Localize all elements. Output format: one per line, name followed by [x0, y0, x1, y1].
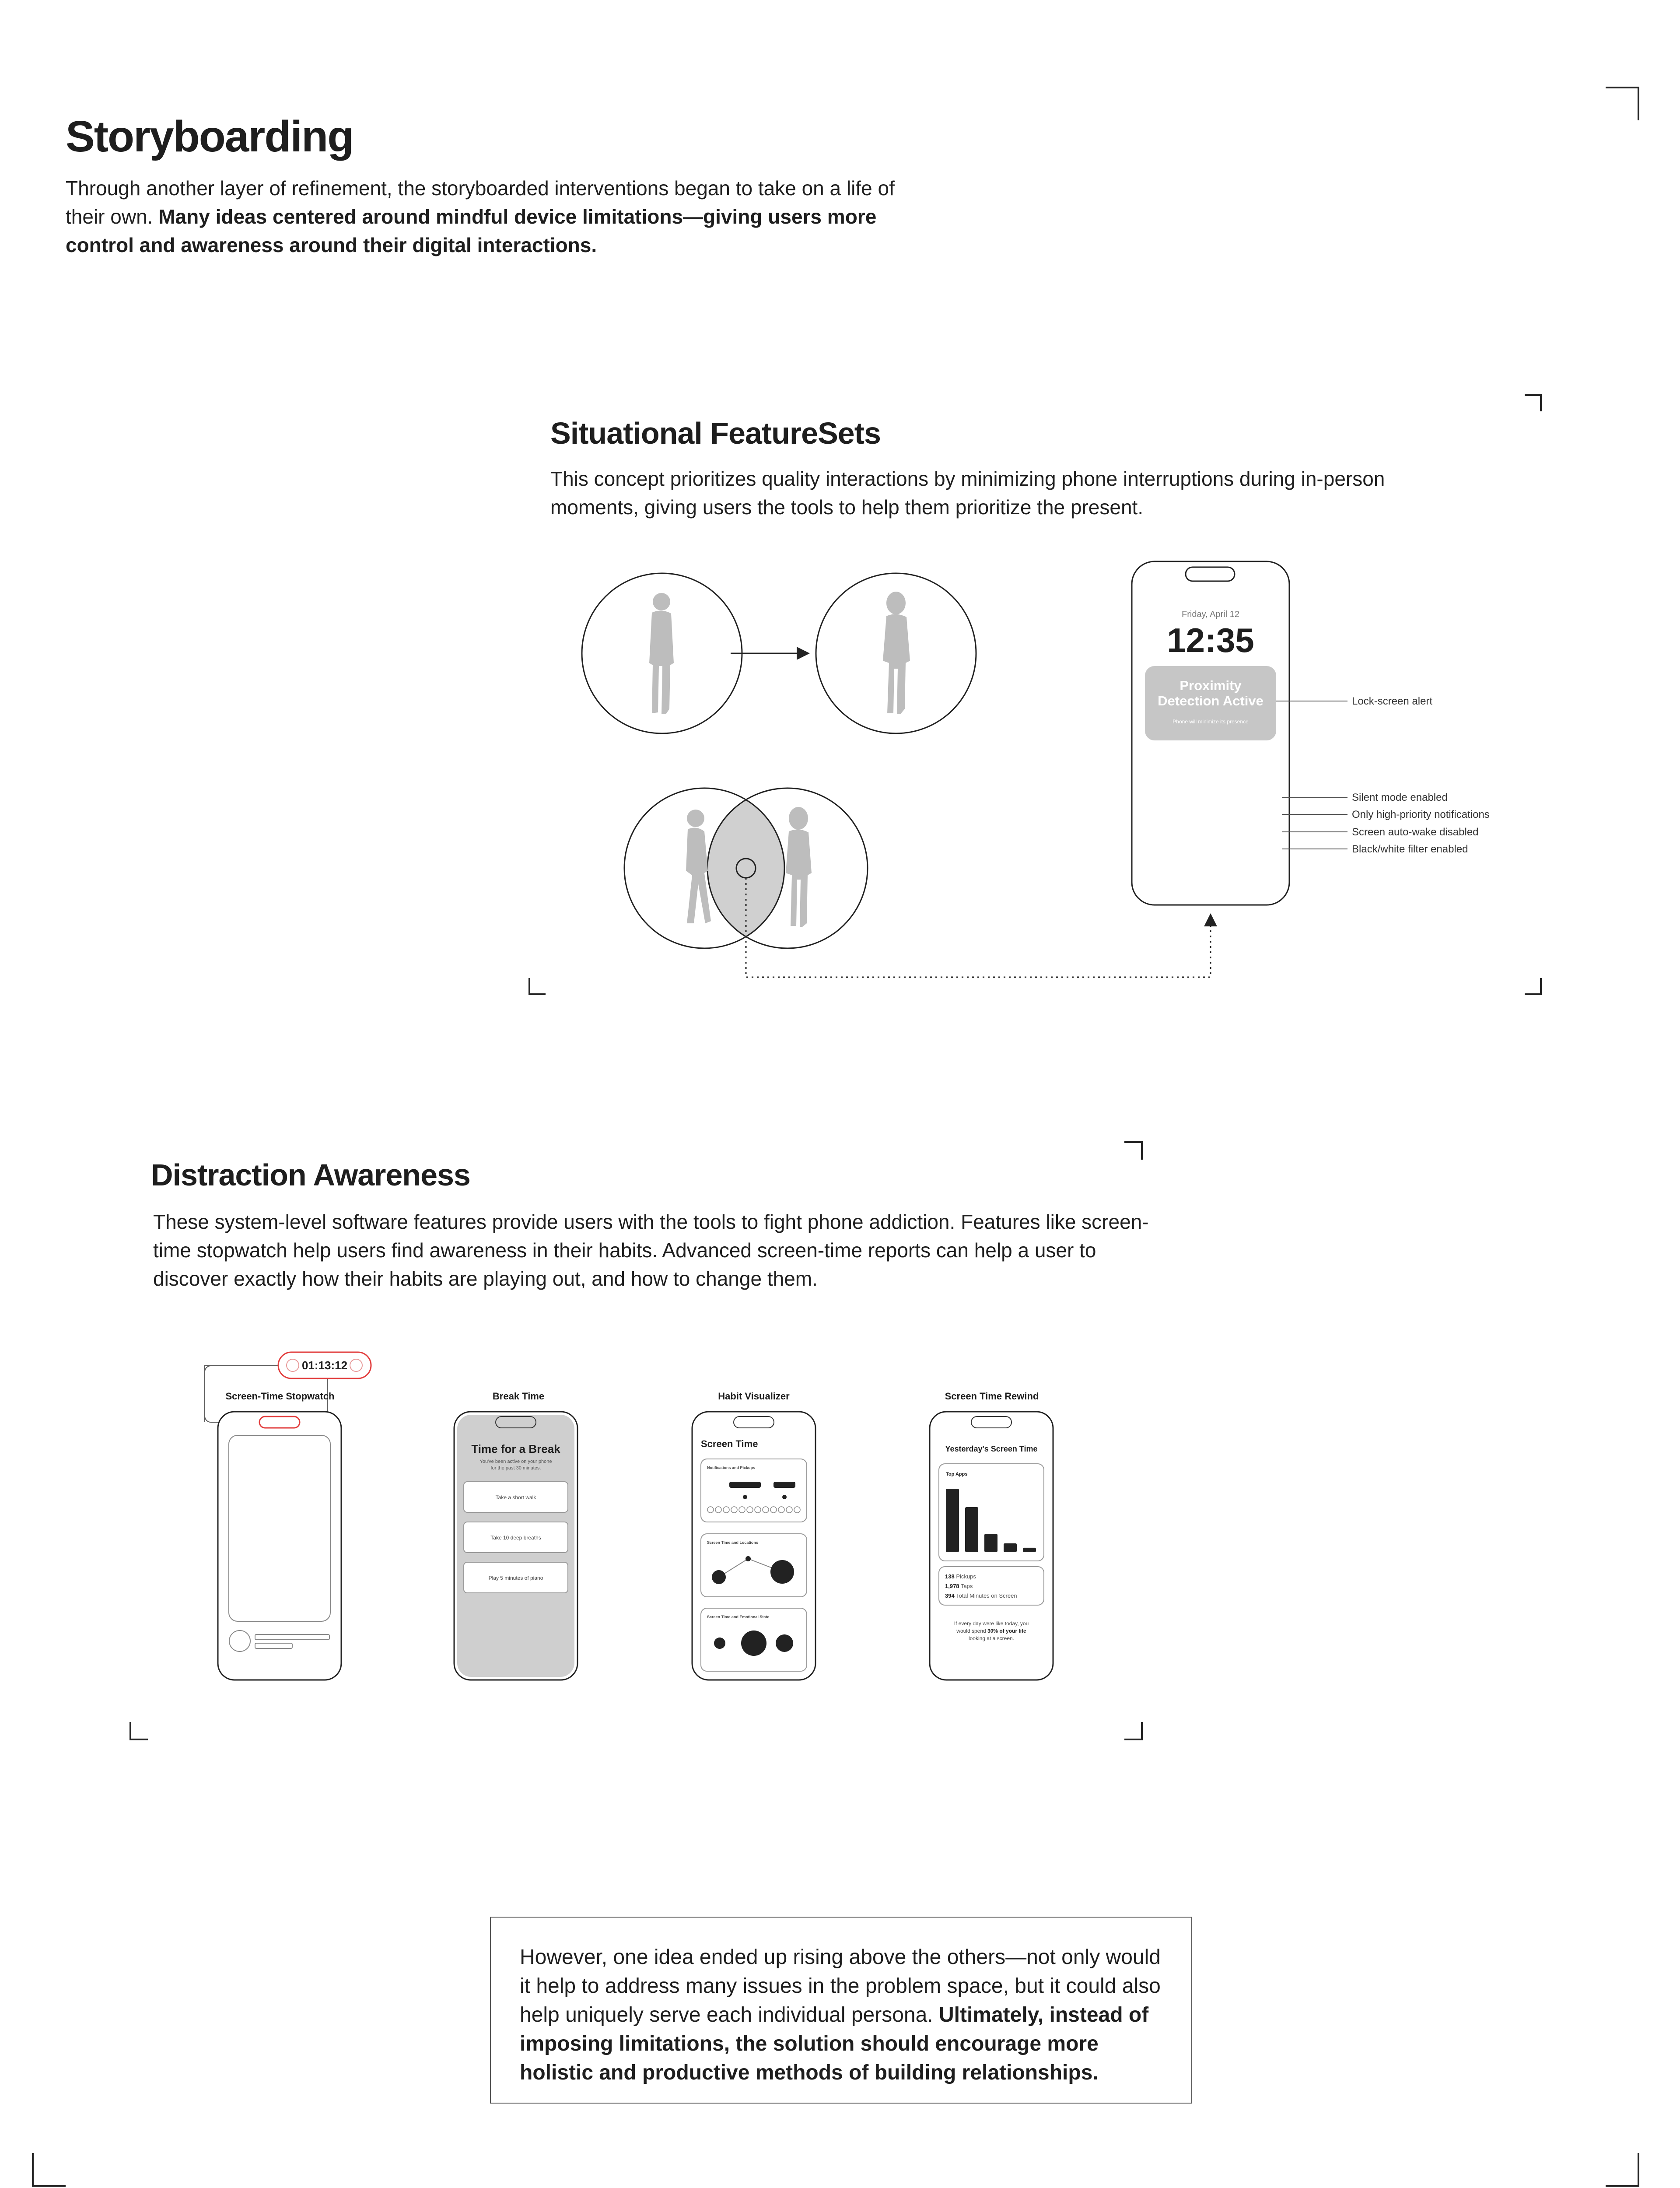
callout-silent-mode: Silent mode enabled — [1352, 792, 1448, 803]
corner-mark-situational-tr — [1525, 395, 1541, 411]
break-option-3-label: Play 5 minutes of piano — [488, 1575, 543, 1581]
intro-bold-text: Many ideas centered around mindful device limitations—giving users more control and awareness around their digital interactions. — [66, 205, 877, 256]
stat-minutes: 394 Total Minutes on Screen — [945, 1592, 1017, 1599]
situational-illustration — [569, 551, 1575, 985]
top-apps-title: Top Apps — [946, 1472, 968, 1477]
conclusion-bold-text: Ultimately, instead of imposing limitations, the solution should encourage more holistic and productive methods of building relationships. — [520, 2003, 1149, 2084]
distraction-title: Distraction Awareness — [151, 1158, 470, 1192]
habit-heading: Screen Time — [701, 1438, 758, 1449]
corner-mark-bottom-left — [33, 2153, 66, 2186]
callout-high-priority: Only high-priority notifications — [1352, 809, 1490, 820]
corner-mark-distraction-br — [1124, 1722, 1142, 1739]
person-figure-1 — [649, 593, 674, 714]
top-app-bar — [1023, 1548, 1036, 1552]
corner-mark-distraction-bl — [130, 1722, 148, 1739]
distraction-description: These system-level software features provide users with the tools to fight phone addiction. Features like screen-time stopwatch help users find awareness in their habits. Advanced screen-time reports can help a user to discover exactly how their habits are playing out, and how to change them. — [153, 1210, 1149, 1290]
stopwatch-label: Screen-Time Stopwatch — [225, 1391, 335, 1402]
break-time-label: Break Time — [492, 1391, 545, 1402]
situational-title: Situational FeatureSets — [550, 416, 881, 450]
stat-taps: 1,978 Taps — [945, 1583, 973, 1589]
corner-mark-bottom-right — [1606, 2153, 1638, 2186]
callout-auto-wake: Screen auto-wake disabled — [1352, 826, 1479, 838]
habit-card-2-title: Screen Time and Locations — [707, 1540, 758, 1545]
alert-subtext: Phone will minimize its presence — [1172, 719, 1249, 725]
conclusion-plain-text: However, one idea ended up rising above the others—not only would it help to address many issues in the problem space, but it could also help uniquely serve each individual persona. — [520, 1946, 1161, 2027]
person-figure-3 — [686, 810, 711, 923]
habit-card-3-title: Screen Time and Emotional State — [707, 1615, 770, 1619]
corner-mark-situational-bl — [529, 978, 546, 994]
rewind-label: Screen Time Rewind — [945, 1391, 1039, 1402]
lock-screen-phone — [1132, 561, 1289, 905]
rewind-note-1: If every day were like today, you — [954, 1620, 1029, 1627]
situational-description: This concept prioritizes quality interactions by minimizing phone interruptions during in-person moments, giving users the tools to help them prioritize the present. — [550, 467, 1385, 519]
alert-title-1: Proximity — [1180, 678, 1242, 693]
corner-mark-top-right — [1606, 88, 1638, 120]
top-app-bar — [946, 1489, 959, 1552]
intro-paragraph — [66, 174, 897, 259]
conclusion-box — [490, 1917, 1192, 2104]
stopwatch-time: 01:13:12 — [301, 1359, 348, 1372]
lock-time: 12:35 — [1167, 621, 1254, 659]
top-app-bar — [1004, 1543, 1017, 1552]
habit-visualizer-phone — [692, 1391, 816, 1680]
callout-bw-filter: Black/white filter enabled — [1352, 843, 1468, 855]
break-option-1-label: Take a short walk — [495, 1494, 536, 1501]
rewind-note-2: would spend 30% of your life — [956, 1628, 1026, 1634]
rewind-note-3: looking at a screen. — [968, 1635, 1015, 1641]
page-title: Storyboarding — [66, 112, 354, 161]
break-option-2-label: Take 10 deep breaths — [490, 1535, 541, 1541]
stopwatch-phone — [205, 1352, 371, 1680]
rewind-phone — [930, 1391, 1053, 1680]
habit-label: Habit Visualizer — [718, 1391, 790, 1402]
break-sub-2: for the past 30 minutes. — [490, 1466, 541, 1471]
alert-title-2: Detection Active — [1158, 693, 1264, 708]
lock-date: Friday, April 12 — [1182, 610, 1239, 619]
habit-card-1-title: Notifications and Pickups — [707, 1466, 756, 1470]
top-app-bar — [965, 1507, 978, 1552]
break-heading: Time for a Break — [471, 1442, 560, 1455]
callout-lock-screen-alert: Lock-screen alert — [1352, 695, 1433, 707]
stat-pickups: 138 Pickups — [945, 1573, 976, 1580]
top-app-bar — [984, 1534, 998, 1552]
person-figure-2 — [883, 592, 910, 714]
intro-plain-text: Through another layer of refinement, the storyboarded interventions began to take on a life of their own. — [66, 177, 895, 228]
rewind-heading: Yesterday's Screen Time — [945, 1445, 1038, 1453]
break-sub-1: You've been active on your phone — [480, 1459, 552, 1464]
corner-mark-distraction-tr — [1124, 1142, 1142, 1160]
break-time-phone — [454, 1391, 578, 1680]
person-figure-4 — [786, 807, 812, 927]
feature-phones — [192, 1348, 1111, 1685]
